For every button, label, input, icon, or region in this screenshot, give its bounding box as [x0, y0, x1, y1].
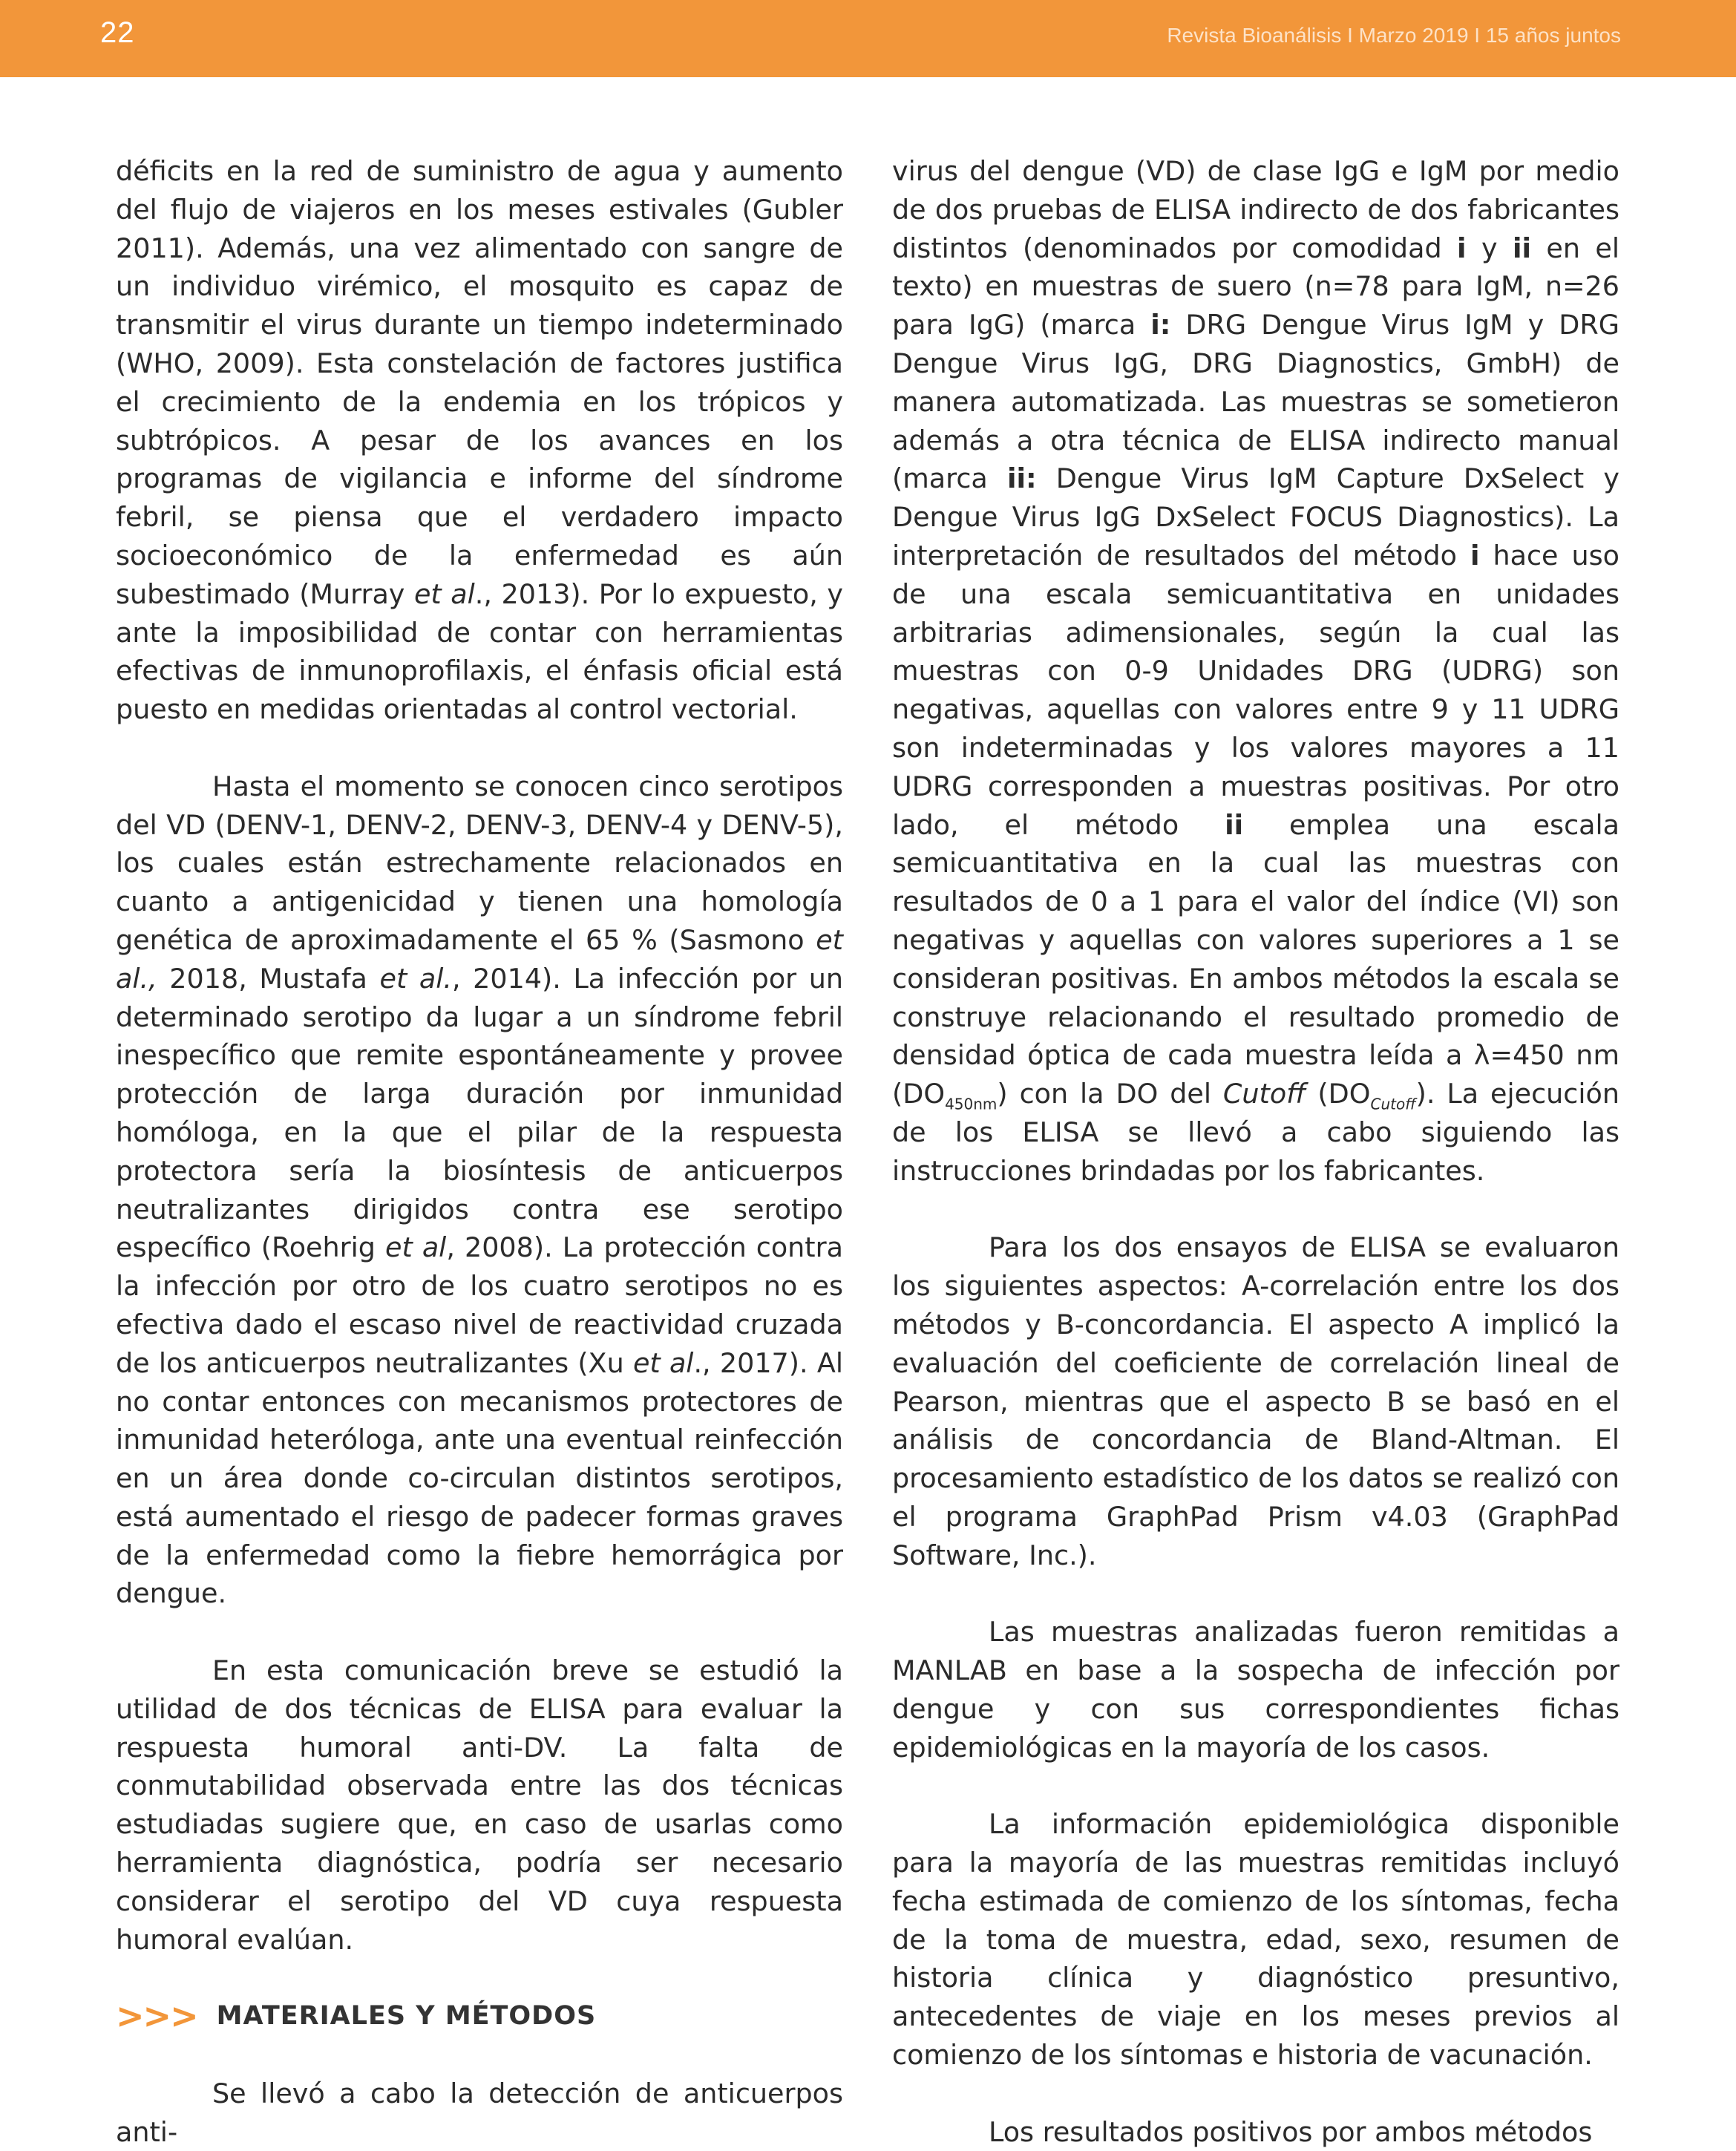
left-column — [116, 152, 843, 2151]
paragraph: virus del dengue (VD) de clase IgG e IgM por medio de dos pruebas de ELISA indirecto de dos fabricantes distintos (denominados por comodidad i y ii en el texto) en muestras de suero (n=78 para IgM, n=26 para IgG) (marca i: DRG Dengue Virus IgM y DRG Dengue Virus IgG, DRG Diagnostics, GmbH) de manera automatizada. Las muestras se sometieron además a otra técnica de ELISA indirecto manual (marca ii: Dengue Virus IgM Capture DxSelect y Dengue Virus IgG DxSelect FOCUS Diagnostics). La interpretación de resultados del método i hace uso de una escala semicuantitativa en unidades arbitrarias adimensionales, según la cual las muestras con 0-9 Unidades DRG (UDRG) son negativas, aquellas con valores entre 9 y 11 UDRG son indeterminadas y los valores mayores a 11 UDRG corresponden a muestras positivas. Por otro lado, el método ii emplea una escala semicuantitativa en la cual las muestras con resultados de 0 a 1 para el valor del índice (VI) son negativas y aquellas con valores superiores a 1 se consideran positivas. En ambos métodos la escala se construye relacionando el resultado promedio de densidad óptica de cada muestra leída a λ=450 nm $(DO_{450nm})$ con la DO del Cutoff $(DO_{Cutoff})$. La ejecución de los ELISA se llevó a cabo siguiendo las instrucciones brindadas por los fabricantes. — [892, 155, 1620, 1187]
paragraph: Los resultados positivos por ambos métodos — [989, 2115, 1593, 2148]
chevrons-icon: >>> — [116, 1996, 197, 2037]
paragraph: La información epidemiológica disponible para la mayoría de las muestras remitidas incluyó fecha estimada de comienzo de los síntomas, fecha de la toma de muestra, edad, sexo, resumen de historia clínica y diagnóstico presuntivo, antecedentes de viaje en los meses previos al comienzo de los síntomas e historia de vacunación. — [892, 1808, 1619, 2072]
section-heading-text: MATERIALES Y MÉTODOS — [216, 2001, 597, 2032]
running-head: Revista Bioanálisis I Marzo 2019 I 15 años juntos — [1167, 24, 1621, 47]
page-header — [0, 0, 1736, 77]
paragraph: En esta comunicación breve se estudió la utilidad de dos técnicas de ELISA para evaluar la respuesta humoral anti-DV. La falta de conmutabilidad observada entre las dos técnicas estudiadas sugiere que, en caso de usarlas como herramienta diagnóstica, podría ser necesario considerar el serotipo del VD cuya respuesta humoral evalúan. — [116, 1654, 843, 1956]
right-column — [892, 152, 1619, 2151]
paragraph: Para los dos ensayos de ELISA se evaluaron los siguientes aspectos: A-correlación entre los dos métodos y B-concordancia. El aspecto A implicó la evaluación del coeficiente de correlación lineal de Pearson, mientras que el aspecto B se basó en el análisis de concordancia de Bland-Altman. El procesamiento estadístico de los datos se realizó con el programa GraphPad Prism v4.03 (GraphPad Software, Inc.). — [892, 1231, 1619, 1571]
paragraph: Las muestras analizadas fueron remitidas a MANLAB en base a la sospecha de infección por dengue y con sus correspondientes fichas epidemiológicas en la mayoría de los casos. — [892, 1616, 1619, 1764]
section-heading — [116, 1997, 843, 2036]
paragraph: Se llevó a cabo la detección de anticuerpos anti- — [116, 2077, 843, 2148]
page-number: 22 — [100, 16, 135, 49]
paragraph: déficits en la red de suministro de agua y aumento del flujo de viajeros en los meses estivales (Gubler 2011). Además, una vez alimentado con sangre de un individuo virémico, el mosquito es capaz de transmitir el virus durante un tiempo indeterminado (WHO, 2009). Esta constelación de factores justifica el crecimiento de la endemia en los trópicos y subtrópicos. A pesar de los avances en los programas de vigilancia e informe del síndrome febril, se piensa que el verdadero impacto socioeconómico de la enfermedad es aún subestimado (Murray et al., 2013). Por lo expuesto, y ante la imposibilidad de contar con herramientas efectivas de inmunoprofilaxis, el énfasis oficial está puesto en medidas orientadas al control vectorial. — [116, 155, 843, 726]
paragraph: Hasta el momento se conocen cinco serotipos del VD (DENV-1, DENV-2, DENV-3, DENV-4 y DENV-5), los cuales están estrechamente relacionados en cuanto a antigenicidad y tienen una homología genética de aproximadamente el 65 % (Sasmono et al., 2018, Mustafa et al., 2014). La infección por un determinado serotipo da lugar a un síndrome febril inespecífico que remite espontáneamente y provee protección de larga duración por inmunidad homóloga, en la que el pilar de la respuesta protectora sería la biosíntesis de anticuerpos neutralizantes dirigidos contra ese serotipo específico (Roehrig et al, 2008). La protección contra la infección por otro de los cuatro serotipos no es efectiva dado el escaso nivel de reactividad cruzada de los anticuerpos neutralizantes (Xu et al., 2017). Al no contar entonces con mecanismos protectores de inmunidad heteróloga, ante una eventual reinfección en un área donde co-circulan distintos serotipos, está aumentado el riesgo de padecer formas graves de la enfermedad como la fiebre hemorrágica por dengue. — [116, 770, 843, 1610]
